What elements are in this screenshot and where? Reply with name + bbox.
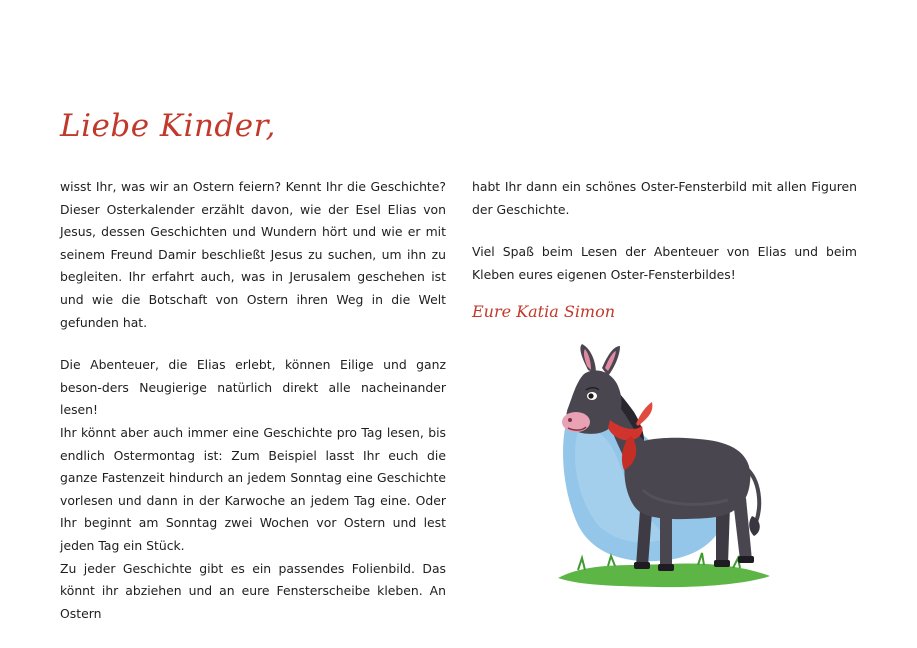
paragraph: Ihr könnt aber auch immer eine Geschichte pro Tag lesen, bis endlich Ostermontag ist: Zum Beispiel lasst Ihr euch die ganze Fastenzeit hindurch an jedem Sonntag eine Geschichte vorlesen und dann in der Karwoche an jedem Tag eine. Oder Ihr beginnt am Sonntag zwei Wochen vor Ostern und lest jeden Tag ein Stück. (60, 424, 446, 553)
signature: Eure Katia Simon (472, 302, 616, 321)
page-heading: Liebe Kinder, (60, 108, 276, 144)
paragraph: Die Abenteuer, die Elias erlebt, können Eilige und ganz beson-ders Neugierige natürlich direkt alle nacheinander lesen! (60, 357, 446, 418)
paragraph: wisst Ihr, was wir an Ostern feiern? Kennt Ihr die Geschichte? Dieser Osterkalender erzählt davon, wie der Esel Elias von Jesus, dessen Geschichten und Wundern hört und wie er mit seinem Freund Damir beschließt Jesus zu suchen, um ihn zu begleiten. Ihr erfahrt auch, was in Jerusalem geschehen ist und wie die Botschaft von Ostern ihren Weg in die Welt gefunden hat. (60, 179, 446, 330)
right-text-column (472, 176, 857, 286)
donkey-illustration (548, 340, 778, 590)
left-text-column (60, 176, 446, 625)
paragraph: habt Ihr dann ein schönes Oster-Fensterbild mit allen Figuren der Geschichte. (472, 179, 857, 217)
paragraph: Zu jeder Geschichte gibt es ein passendes Folienbild. Das könnt ihr abziehen und an eure Fensterscheibe kleben. An Ostern (60, 560, 446, 621)
paragraph: Viel Spaß beim Lesen der Abenteuer von Elias und beim Kleben eures eigenen Oster-Fensterbildes! (472, 244, 857, 282)
